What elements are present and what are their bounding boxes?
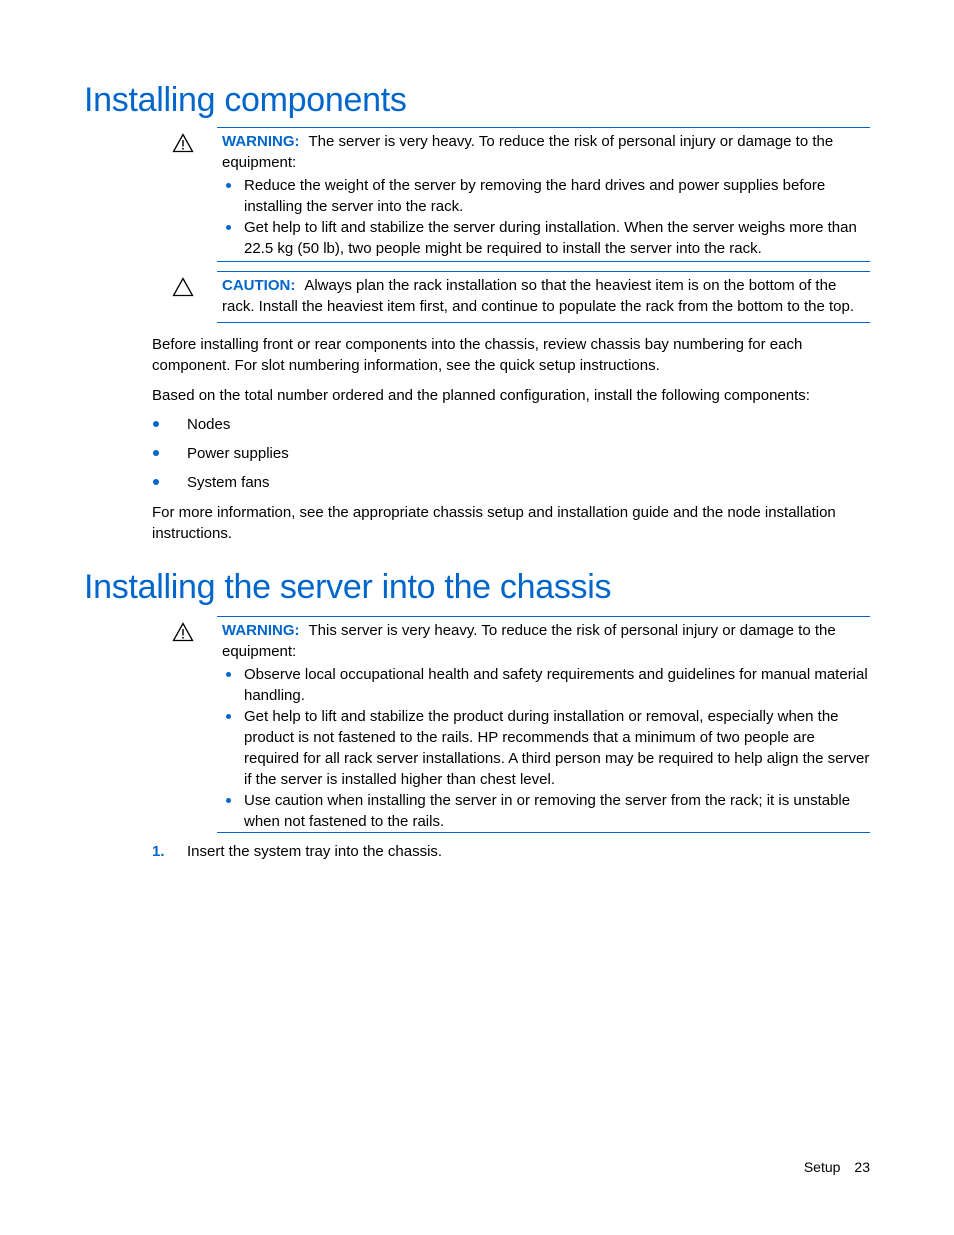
warning-text: The server is very heavy. To reduce the risk of personal injury or damage to the equipment: xyxy=(222,133,834,171)
step-number: 1. xyxy=(152,843,165,860)
warning-list-item: Get help to lift and stabilize the product during installation or removal, especially when the product is not fastened to the rails. HP recommends that a minimum of two people are required for all rack server installations. A third person may be required to help align the server if the server is installed higher than chest level. xyxy=(222,706,870,790)
section-title-installing-components: Installing components xyxy=(84,81,407,119)
warning-label: WARNING: xyxy=(222,622,300,639)
warning-label: WARNING: xyxy=(222,133,300,150)
paragraph-more-information: For more information, see the appropriate chassis setup and installation guide and the node installation instructions. xyxy=(152,504,836,542)
caution-text: Always plan the rack installation so that the heaviest item is on the bottom of the rack. Install the heaviest item first, and continue to populate the rack from the bottom to the top. xyxy=(222,277,855,315)
list-item-text: Power supplies xyxy=(187,445,289,462)
warning-lead xyxy=(222,620,870,662)
bullet-icon xyxy=(153,421,159,427)
warning-list xyxy=(222,664,870,832)
bullet-icon xyxy=(153,479,159,485)
warning-triangle-icon xyxy=(172,133,194,153)
section-title-installing-server: Installing the server into the chassis xyxy=(84,568,612,606)
page-footer xyxy=(804,1158,870,1176)
paragraph-bay-numbering: Before installing front or rear components into the chassis, review chassis bay numbering for each component. For slot numbering information, see the quick setup instructions. xyxy=(152,336,803,374)
caution-lead xyxy=(222,275,870,317)
caution-label: CAUTION: xyxy=(222,277,296,294)
warning-callout-1 xyxy=(217,127,870,262)
bullet-icon xyxy=(153,450,159,456)
list-item-text: System fans xyxy=(187,474,270,491)
warning-list xyxy=(222,175,870,259)
list-item-text: Nodes xyxy=(187,416,231,433)
paragraph-components-intro: Based on the total number ordered and the planned configuration, install the following components: xyxy=(152,387,810,404)
warning-list-item: Get help to lift and stabilize the server during installation. When the server weighs more than 22.5 kg (50 lb), two people might be required to install the server into the rack. xyxy=(222,217,870,259)
warning-lead xyxy=(222,131,870,173)
warning-callout-2 xyxy=(217,616,870,833)
caution-triangle-icon xyxy=(172,277,194,297)
page-number: 23 xyxy=(854,1159,870,1175)
step-text: Insert the system tray into the chassis. xyxy=(187,843,443,860)
footer-section-name: Setup xyxy=(803,1159,841,1175)
caution-callout xyxy=(217,271,870,323)
warning-text: This server is very heavy. To reduce the risk of personal injury or damage to the equipment: xyxy=(222,622,836,660)
warning-triangle-icon xyxy=(172,622,194,642)
warning-list-item: Observe local occupational health and safety requirements and guidelines for manual material handling. xyxy=(222,664,870,706)
warning-list-item: Reduce the weight of the server by removing the hard drives and power supplies before installing the server into the rack. xyxy=(222,175,870,217)
warning-list-item: Use caution when installing the server in or removing the server from the rack; it is unstable when not fastened to the rails. xyxy=(222,790,870,832)
